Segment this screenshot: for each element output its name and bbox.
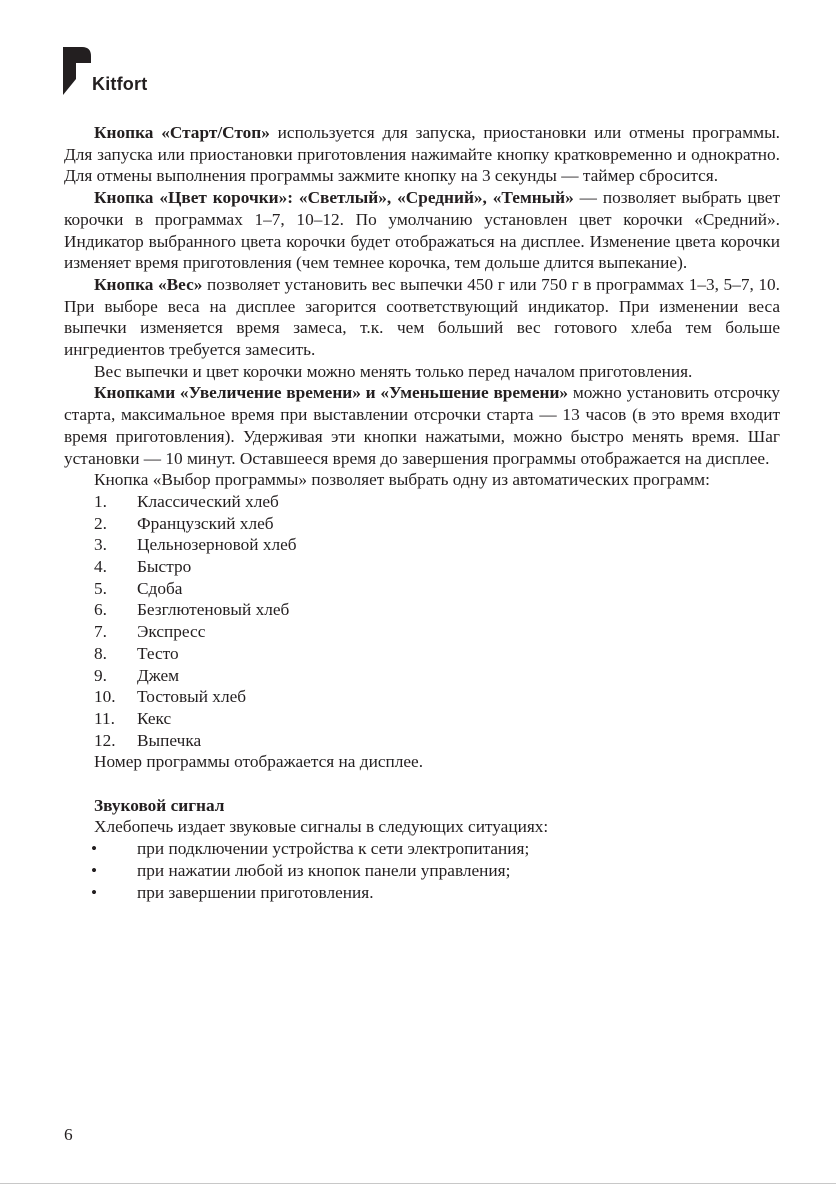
- list-item: 9. Джем: [94, 665, 180, 685]
- paragraph-time: [64, 382, 780, 469]
- start-stop-text: используется для запуска, приостановки или отмены программы. Для запуска или приостановки приготовления нажимайте кнопку кратковременно и однократно. Для отмены выполнения программы зажмите кнопку на 3 секунды — таймер сбросится.: [64, 123, 781, 186]
- list-item: 1. Классический хлеб: [94, 491, 279, 511]
- list-item: • при нажатии любой из кнопок панели управления;: [91, 860, 511, 880]
- list-item: 10. Тостовый хлеб: [94, 687, 247, 707]
- page-number: 6: [64, 1125, 73, 1144]
- section-title-sound: Звуковой сигнал: [94, 795, 225, 815]
- list-item: 5. Сдоба: [94, 578, 183, 598]
- list-item: 7. Экспресс: [94, 622, 206, 642]
- list-item: • при подключении устройства к сети электропитания;: [91, 839, 530, 859]
- bottom-divider: [0, 1183, 836, 1184]
- bullet-icon: •: [91, 839, 98, 859]
- program-list: [64, 491, 780, 751]
- kitfort-logo: [63, 47, 163, 99]
- paragraph-program-select: Кнопка «Выбор программы» позволяет выбрать одну из автоматических программ:: [94, 470, 710, 490]
- sound-list: [64, 838, 780, 903]
- paragraph-start-stop: [64, 122, 780, 187]
- list-item: • при завершении приготовления.: [91, 882, 374, 902]
- list-item: 12. Выпечка: [94, 730, 202, 750]
- bullet-icon: •: [91, 860, 98, 880]
- time-heading: Кнопками «Увеличение времени» и «Уменьшение времени»: [94, 383, 569, 403]
- list-item: 6. Безглютеновый хлеб: [94, 600, 290, 620]
- sound-intro: Хлебопечь издает звуковые сигналы в следующих ситуациях:: [94, 817, 549, 837]
- bullet-icon: •: [91, 882, 98, 902]
- paragraph-crust-color: [64, 187, 780, 274]
- crust-color-heading: Кнопка «Цвет корочки»: «Светлый», «Средний», «Темный»: [94, 188, 574, 208]
- logo-mark-icon: [63, 47, 91, 97]
- list-item: 8. Тесто: [94, 643, 179, 663]
- weight-heading: Кнопка «Вес»: [94, 274, 203, 294]
- program-note: Номер программы отображается на дисплее.: [94, 752, 424, 772]
- crust-color-text: — позволяет выбрать цвет корочки в программах 1–7, 10–12. По умолчанию установлен цвет корочки «Средний». Индикатор выбранного цвета корочки будет отображаться на дисплее. Изменение цвета корочки изменяет время приготовления (чем темнее корочка, тем дольше длится выпекание).: [64, 188, 781, 273]
- start-stop-heading: Кнопка «Старт/Стоп»: [94, 123, 270, 142]
- list-item: 11. Кекс: [94, 708, 172, 728]
- list-item: 3. Цельнозерновой хлеб: [94, 535, 297, 555]
- weight-text: позволяет установить вес выпечки 450 г или 750 г в программах 1–3, 5–7, 10. При выборе веса на дисплее загорится соответствующий индикатор. При изменении веса выпечки изменяется время замеса, т.к. чем больший вес готового хлеба тем больше ингредиентов требуется замесить.: [64, 274, 780, 360]
- time-text: можно установить отсрочку старта, максимальное время при выставлении отсрочки старта — 13 часов (в это время входит время приготовления). Удерживая эти кнопки нажатыми, можно быстро менять время. Шаг установки — 10 минут. Оставшееся время до завершения программы отображается на дисплее.: [64, 383, 781, 468]
- list-item: 2. Французский хлеб: [94, 513, 274, 533]
- page-content: [64, 122, 780, 903]
- brand-name: Kitfort: [92, 74, 148, 94]
- list-item: 4. Быстро: [94, 557, 192, 577]
- paragraph-weight-note: Вес выпечки и цвет корочки можно менять только перед началом приготовления.: [94, 361, 693, 381]
- paragraph-weight: [64, 274, 780, 361]
